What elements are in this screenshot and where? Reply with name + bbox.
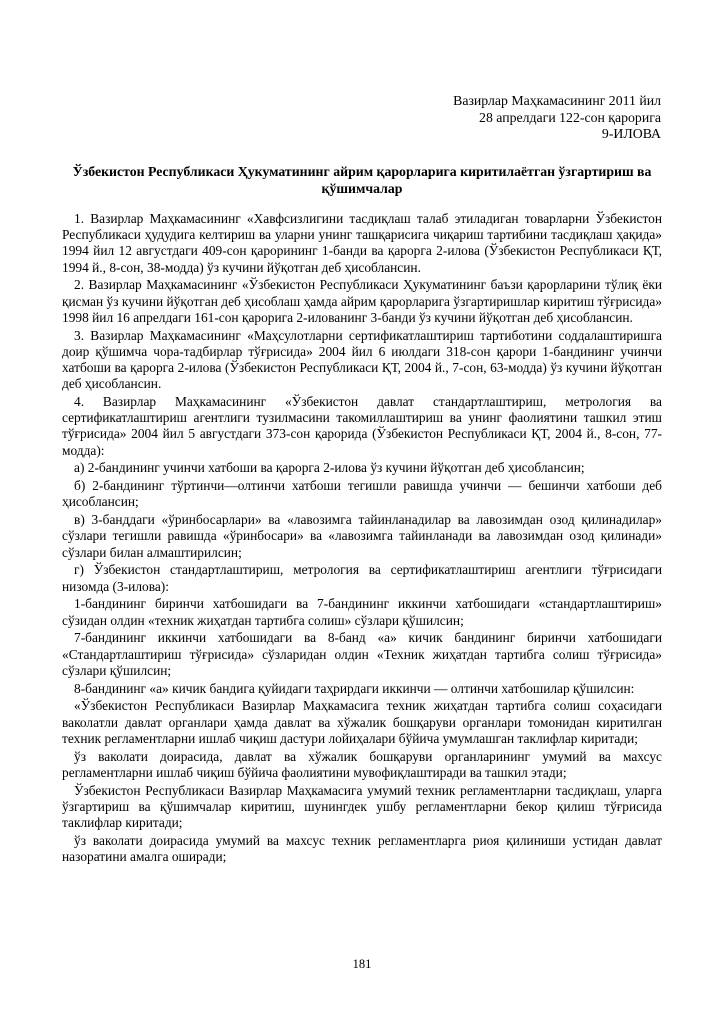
header-line-2: 28 апрелдаги 122-сон қарорига [479,109,661,125]
paragraph-4g-6: Ўзбекистон Республикаси Вазирлар Маҳкамасига умумий техник регламентларни тасдиқлаш, уларга ўзгартириш ва қўшимчалар киритиш, шунингдек ушбу регламентларни бекор қилиш тўғрисида таклифлар киритади; [62,782,662,831]
paragraph-4a: а) 2-бандининг учинчи хатбоши ва қарорга 2-илова ўз кучини йўқотган деб ҳисоблансин; [74,460,585,476]
paragraph-4g-4: «Ўзбекистон Республикаси Вазирлар Маҳкамасига техник жиҳатдан тартибга солиш соҳасидаги ваколатли давлат органлари ҳамда давлат ва хўжалик бошқаруви органлари томонидан киритилган техник регламентларни ишлаб чиқиш дастури лойиҳалари бўйича умумлашган таклифлар киритади; [62,698,662,746]
paragraph-3: 3. Вазирлар Маҳкамасининг «Маҳсулотларни сертификатлаштириш тартиботини соддалаштиришга доир қўшимча чора-тадбирлар тўғрисида» 2004 йил 6 июлдаги 318-сон қарори 1-бандининг учинчи хатбоши ва қарорга 2-илова (Ўзбекистон Республикаси ҚТ, 2004 й., 7-сон, 63-модда) ўз кучини йўқотган деб ҳисоблансин. [62,327,662,392]
header-line-3: 9-ИЛОВА [601,126,661,142]
document-body [62,211,662,867]
paragraph-4g: г) Ўзбекистон стандартлаштириш, метрология ва сертификатлаштириш агентлиги тўғрисидаги низомда (3-илова): [62,562,662,594]
paragraph-4b: б) 2-бандининг тўртинчи—олтинчи хатбоши тегишли равишда учинчи — бешинчи хатбоши деб ҳисоблансин; [62,478,662,510]
paragraph-1: 1. Вазирлар Маҳкамасининг «Хавфсизлигини тасдиқлаш талаб этиладиган товарларни Ўзбекистон Республикаси ҳудудига келтириш ва уларни унинг ташқарисига чиқариш тартибини тасдиқлаш ҳақида» 1994 йил 12 августдаги 409-сон қарорининг 1-банди ва қарорга 2-илова (Ўзбекистон Республикаси ҚТ, 1994 й., 8-сон, 38-модда) ўз кучини йўқотган деб ҳисоблансин. [62,211,662,275]
paragraph-4g-7: ўз ваколати доирасида умумий ва махсус техник регламентларга риоя қилиниши устидан давлат назоратини амалга оширади; [62,832,662,865]
page-number: 181 [352,957,372,971]
appendix-header [453,93,661,143]
paragraph-4g-2: 7-бандининг иккинчи хатбошидаги ва 8-банд «а» кичик бандининг биринчи хатбошидаги «Стандартлаштириш тўғрисида» сўзларидан олдин «Техник жиҳатдан тартибга солиш тўғрисида» сўзлари қўшилсин; [62,630,662,678]
paragraph-4g-1: 1-бандининг биринчи хатбошидаги ва 7-бандининг иккинчи хатбошидаги «стандартлаштириш» сўзидан олдин «техник жиҳатдан тартибга солиш» сўзлари қўшилсин; [62,596,662,628]
paragraph-4: 4. Вазирлар Маҳкамасининг «Ўзбекистон давлат стандартлаштириш, метрология ва сертификатлаштириш агентлиги тузилмасини такомиллаштириш ва унинг фаолиятини ташкил этиш тўғрисида» 2004 йил 5 августдаги 373-сон қарорида (Ўзбекистон Республикаси ҚТ, 2004 й., 8-сон, 77-модда): [62,394,662,458]
paragraph-2: 2. Вазирлар Маҳкамасининг «Ўзбекистон Республикаси Ҳукуматининг баъзи қарорларини тўлиқ ёки қисман ўз кучини йўқотган деб ҳисоблаш ҳамда айрим қарорларига ўзгартиришлар киритиш тўғрисида» 1998 йил 16 апрелдаги 161-сон қарорига 2-илованинг 3-банди ўз кучини йўқотган деб ҳисоблансин. [62,277,662,325]
paragraph-4g-3: 8-бандининг «а» кичик бандига қуйидаги таҳрирдаги иккинчи — олтинчи хатбошилар қўшилсин: [74,680,635,696]
paragraph-4g-5: ўз ваколати доирасида, давлат ва хўжалик бошқаруви органларининг умумий ва махсус регламентларни ишлаб чиқиш бўйича фаолиятини мувофиқлаштиради ва ташкил этади; [62,748,662,780]
paragraph-4v: в) 3-банддаги «ўринбосарлари» ва «лавозимга тайинланадилар ва лавозимдан озод қилинадилар» сўзлари тегишли равишда «ўринбосари» ва «лавозимга тайинланади ва лавозимдан озод қилинади» сўзлари билан алмаштирилсин; [62,512,662,560]
header-line-1: Вазирлар Маҳкамасининг 2011 йил [453,93,661,108]
document-title: Ўзбекистон Республикаси Ҳукуматининг айрим қарорларига киритилаётган ўзгартириш ва қўшимчалар [72,164,652,196]
